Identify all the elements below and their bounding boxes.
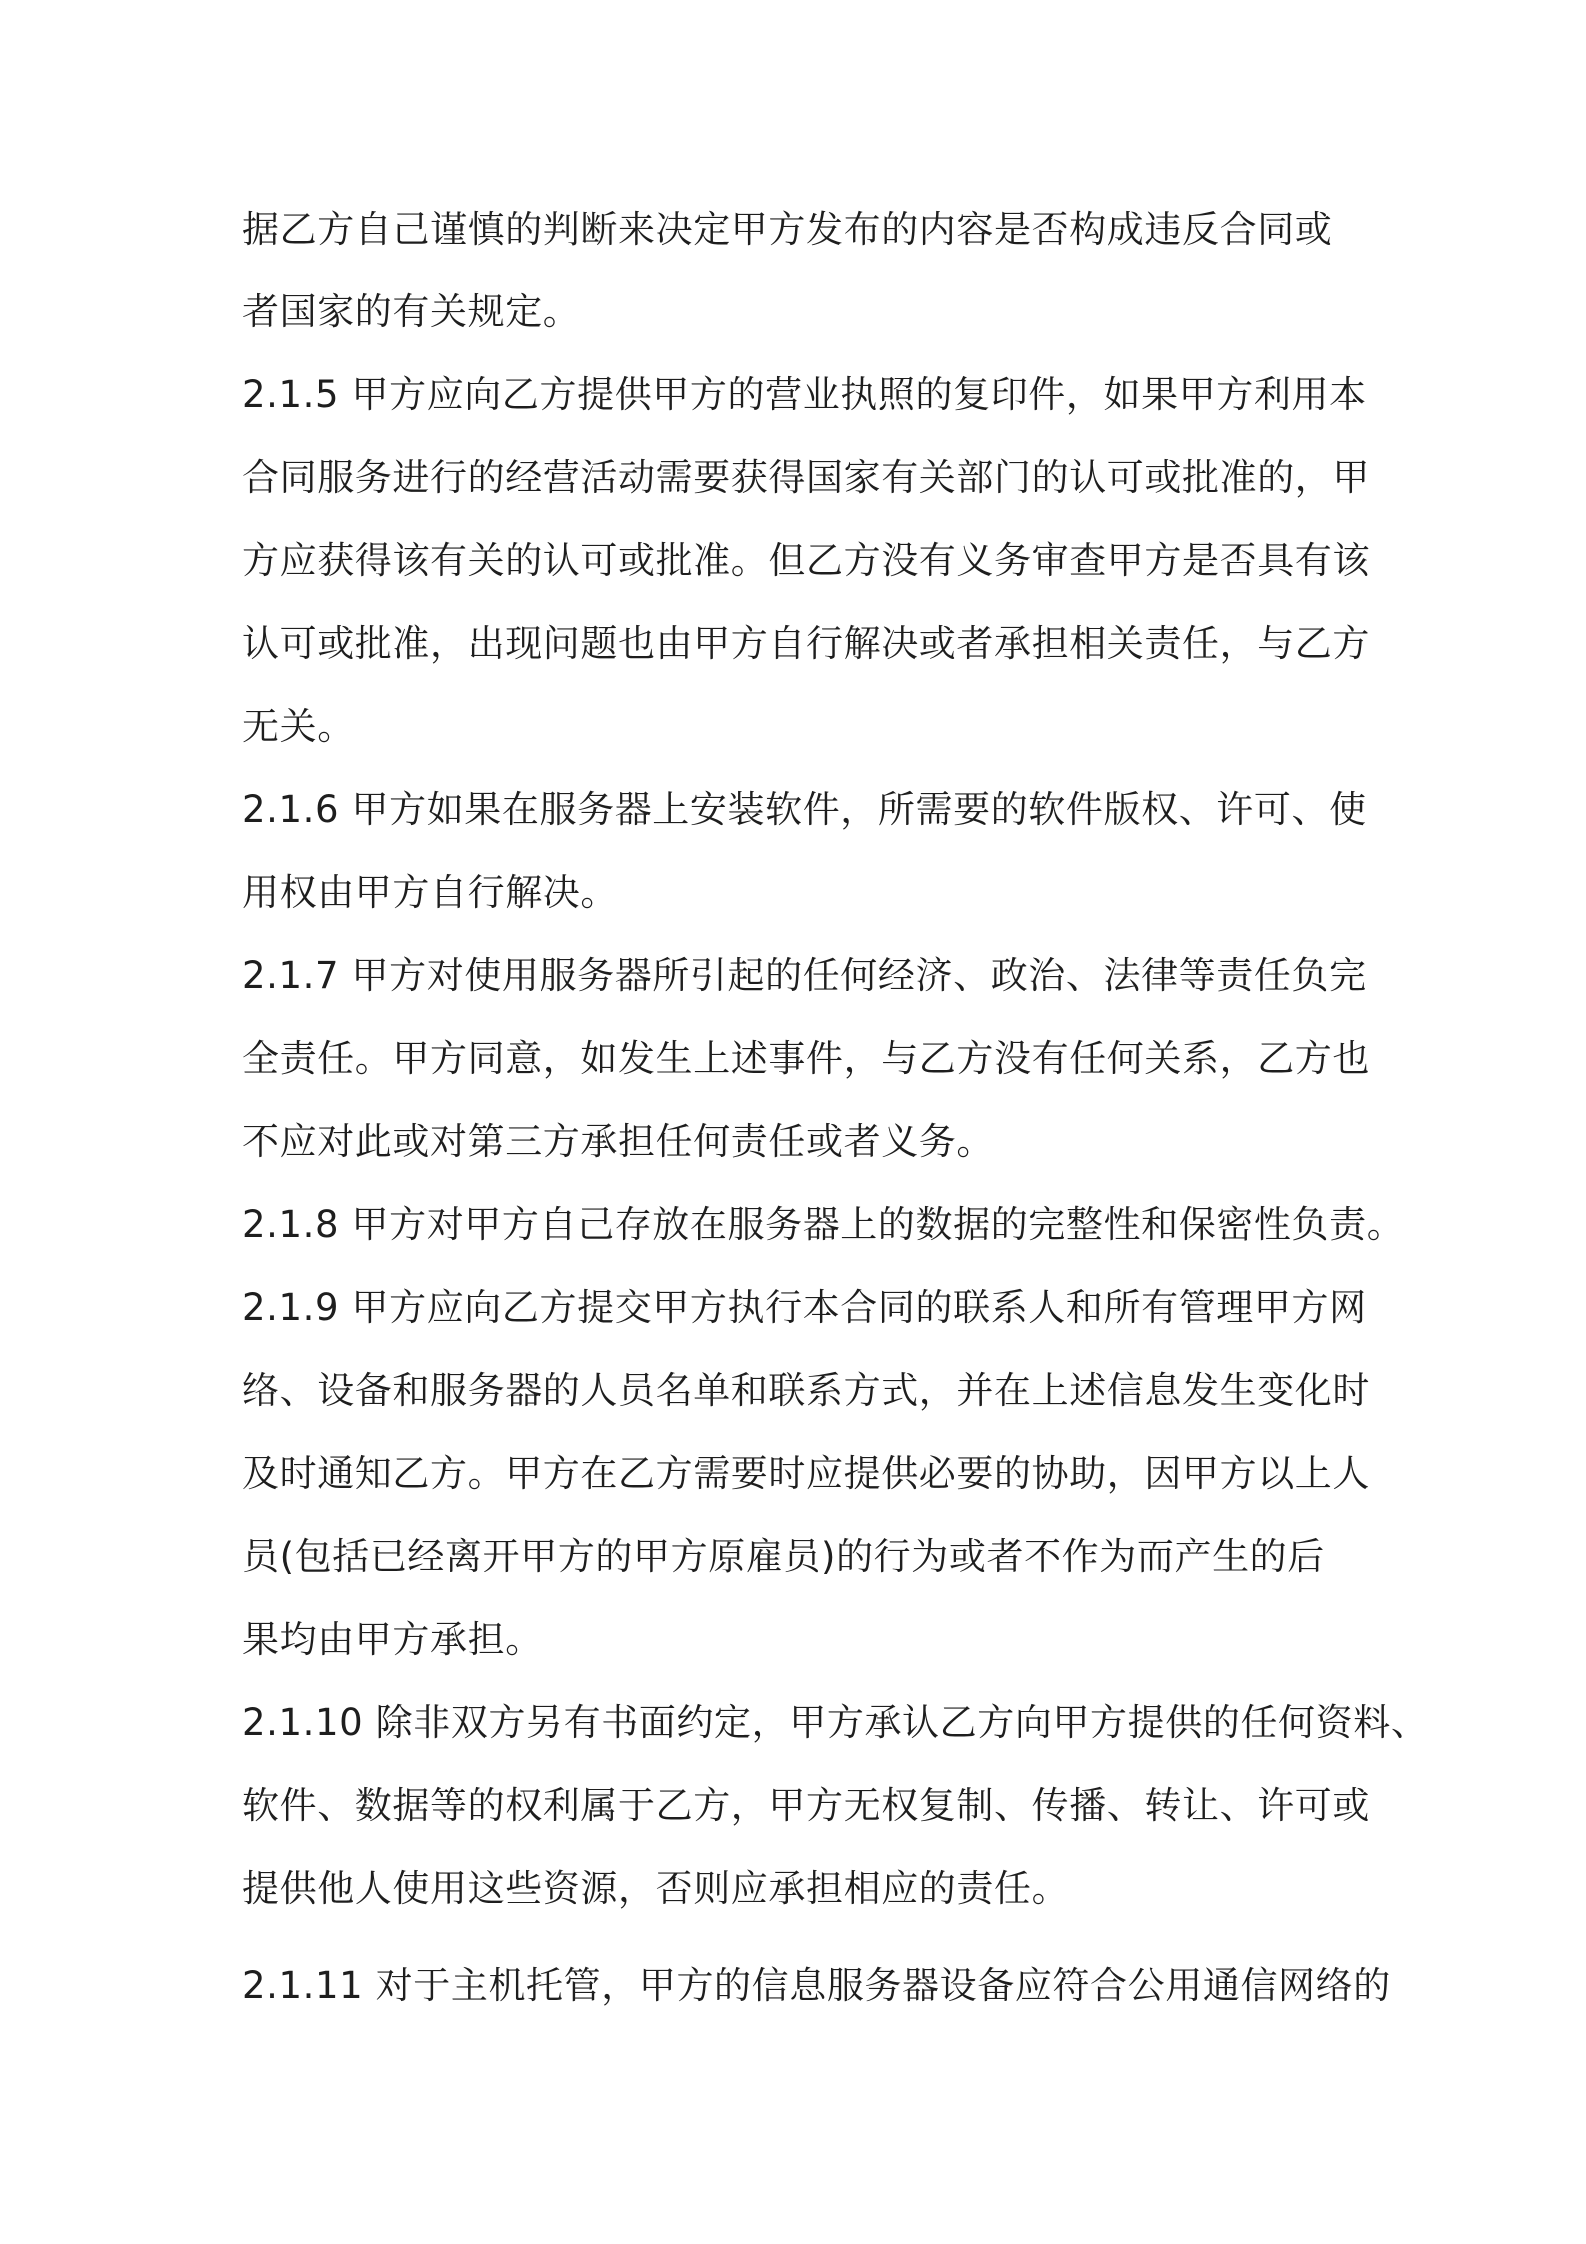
text-line: 软件、数据等的权利属于乙方，甲方无权复制、传播、转让、许可或 [242,1784,1370,1827]
text-line: 及时通知乙方。甲方在乙方需要时应提供必要的协助，因甲方以上人 [242,1452,1370,1495]
text-line: 据乙方自己谨慎的判断来决定甲方发布的内容是否构成违反合同或 [242,208,1333,251]
text-line: 无关。 [242,705,355,748]
text-line: 认可或批准，出现问题也由甲方自行解决或者承担相关责任，与乙方 [242,622,1370,665]
text-line: 用权由甲方自行解决。 [242,871,618,914]
text-line: 2.1.11 对于主机托管，甲方的信息服务器设备应符合公用通信网络的 [242,1964,1391,2007]
text-line: 方应获得该有关的认可或批准。但乙方没有义务审查甲方是否具有该 [242,539,1370,582]
text-line: 不应对此或对第三方承担任何责任或者义务。 [242,1120,994,1163]
text-line: 2.1.9 甲方应向乙方提交甲方执行本合同的联系人和所有管理甲方网 [242,1286,1367,1329]
text-line: 提供他人使用这些资源，否则应承担相应的责任。 [242,1867,1070,1910]
text-line: 合同服务进行的经营活动需要获得国家有关部门的认可或批准的，甲 [242,456,1370,499]
text-line: 2.1.6 甲方如果在服务器上安装软件，所需要的软件版权、许可、使 [242,788,1367,831]
text-line: 全责任。甲方同意，如发生上述事件，与乙方没有任何关系，乙方也 [242,1037,1370,1080]
text-line: 者国家的有关规定。 [242,290,581,333]
text-line: 2.1.10 除非双方另有书面约定，甲方承认乙方向甲方提供的任何资料、 [242,1701,1429,1744]
text-line: 员(包括已经离开甲方的甲方原雇员)的行为或者不作为而产生的后 [242,1535,1325,1578]
text-line: 络、设备和服务器的人员名单和联系方式，并在上述信息发生变化时 [242,1369,1370,1412]
text-line: 2.1.8 甲方对甲方自己存放在服务器上的数据的完整性和保密性负责。 [242,1203,1405,1246]
text-line: 2.1.7 甲方对使用服务器所引起的任何经济、政治、法律等责任负完 [242,954,1367,997]
text-line: 2.1.5 甲方应向乙方提供甲方的营业执照的复印件，如果甲方利用本 [242,373,1367,416]
text-line: 果均由甲方承担。 [242,1618,543,1661]
